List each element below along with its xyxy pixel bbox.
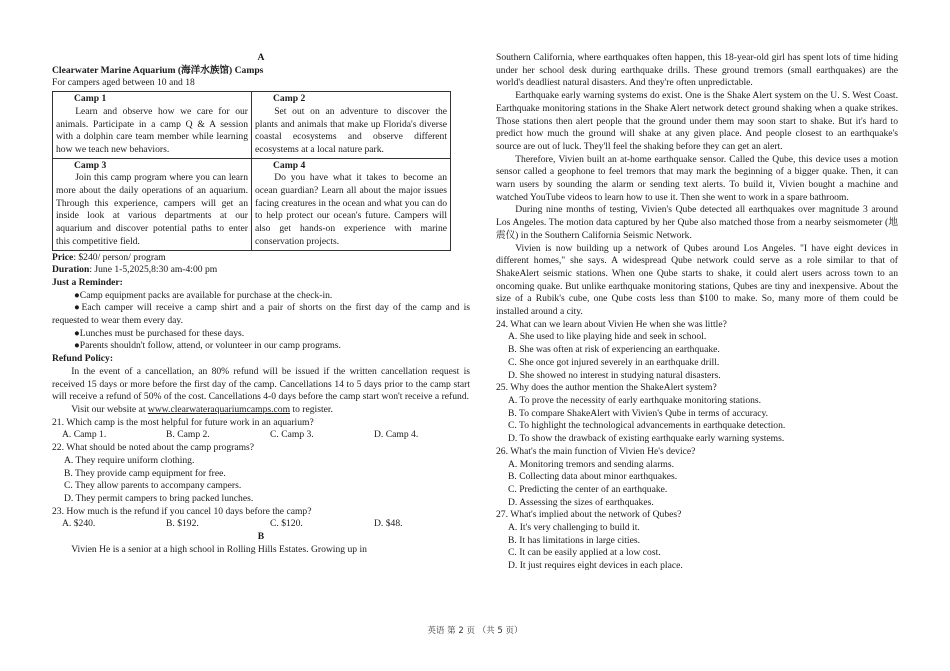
reminder-title: Just a Reminder: xyxy=(52,276,123,288)
duration-label: Duration xyxy=(52,264,90,276)
option[interactable]: D. She showed no interest in studying natural disasters. xyxy=(508,369,721,381)
camp-name: Camp 4 xyxy=(273,159,306,171)
passage-b-paragraph: Southern California, where earthquakes often happen, this 18-year-old girl has spent lots of time hiding under her school desk during earthquake drills. These ground tremors (small earthquakes) are the world's deadliest natural disasters. And they're often unpredictable. xyxy=(496,52,898,89)
visit-prefix: Visit our website at xyxy=(71,403,148,415)
question-22: 22. What should be noted about the camp programs? xyxy=(52,442,255,454)
question-23: 23. How much is the refund if you cancel 10 days before the camp? xyxy=(52,505,312,517)
passage-b-intro: Vivien He is a senior at a high school in Rolling Hills Estates. Growing up in xyxy=(71,543,367,555)
option[interactable]: A. $240. xyxy=(62,518,96,530)
option[interactable]: B. She was often at risk of experiencing an earthquake. xyxy=(508,344,720,356)
option[interactable]: B. Camp 2. xyxy=(166,429,210,441)
option[interactable]: A. To prove the necessity of early earthquake monitoring stations. xyxy=(508,394,762,406)
option[interactable]: D. To show the drawback of existing earthquake early warning systems. xyxy=(508,433,785,445)
option[interactable]: C. They allow parents to accompany campers. xyxy=(64,480,242,492)
reminder-item: ●Parents shouldn't follow, attend, or volunteer in our camp programs. xyxy=(74,340,341,352)
page-footer: 英语 第 2 页 （共 5 页） xyxy=(427,626,523,636)
question-27: 27. What's implied about the network of Qubes? xyxy=(496,509,682,521)
option[interactable]: D. Camp 4. xyxy=(374,429,419,441)
camp-cell xyxy=(53,92,252,159)
duration-value: : June 1-5,2025,8:30 am-4:00 pm xyxy=(89,264,218,276)
passage-b-paragraph: During nine months of testing, Vivien's Qube detected all earthquakes over magnitude 3 around Los Angeles. The motion data captured by her Qube also matched those from a nearby seismometer (地震仪) in the Southern California Seismic Network. xyxy=(496,204,898,241)
price-label: Price xyxy=(52,251,74,263)
visit-suffix: to register. xyxy=(290,403,333,415)
refund-text: In the event of a cancellation, an 80% refund will be issued if the written cancellation request is received 15 days or more before the first day of the camp. Cancellations 14 to 5 days prior to the camp start will receive a refund of 50% of the cost. Cancellations 4-0 days before the camp start won't receive a refund. xyxy=(52,365,470,403)
option[interactable]: B. Collecting data about minor earthquakes. xyxy=(508,471,678,483)
reminder-item: ●Lunches must be purchased for these days. xyxy=(74,327,245,339)
camp-description: Set out on an adventure to discover the plants and animals that make up Florida's diverse coastal ecosystems and observe different ecosystems at a local nature park. xyxy=(255,105,447,155)
option[interactable]: A. Camp 1. xyxy=(62,429,107,441)
price-value: : $240/ person/ program xyxy=(73,251,166,263)
option[interactable]: B. It has limitations in large cities. xyxy=(508,534,640,546)
passage-b-paragraph: Earthquake early warning systems do exist. One is the Shake Alert system on the U. S. West Coast. Earthquake monitoring stations in the Shake Alert network detect ground shaking when a quake strikes. Those stations then alert people that the ground under them may soon start to shake. But it's hard to predict how much the ground will shake at any given place. And people closest to an earthquake's source are out of luck. They'll feel the shaking before they can get an alert. xyxy=(496,90,898,152)
right-column xyxy=(496,52,898,573)
option[interactable]: A. Monitoring tremors and sending alarms. xyxy=(508,458,674,470)
reminder-item: ●Each camper will receive a camp shirt and a pair of shorts on the first day of the camp and is requested to wear them every day. xyxy=(52,302,470,327)
camps-table xyxy=(52,91,451,250)
camp-cell xyxy=(252,158,451,250)
question-24: 24. What can we learn about Vivien He when she was little? xyxy=(496,318,727,330)
option[interactable]: B. To compare ShakeAlert with Vivien's Qube in terms of accuracy. xyxy=(508,407,769,419)
refund-title: Refund Policy: xyxy=(52,353,114,365)
visit-line xyxy=(52,404,470,417)
camp-cell xyxy=(252,92,451,159)
camp-description: Do you have what it takes to become an ocean guardian? Learn all about the major issues facing creatures in the ocean and what you can do to help protect our ocean's future. Campers will also get hands-on experience with marine conservation projects. xyxy=(255,172,447,247)
option[interactable]: A. She used to like playing hide and seek in school. xyxy=(508,331,707,343)
passage-a-subtitle: For campers aged between 10 and 18 xyxy=(52,77,195,89)
passage-a-title: Clearwater Marine Aquarium (海洋水族馆) Camps xyxy=(52,64,264,76)
option[interactable]: A. It's very challenging to build it. xyxy=(508,522,640,534)
option[interactable]: C. She once got injured severely in an earthquake drill. xyxy=(508,356,720,368)
question-23-options xyxy=(52,518,470,531)
passage-b-paragraph: Vivien is now building up a network of Qubes around Los Angeles. "I have eight devices in different homes," she says. A widespread Qube network could serve as a role similar to that of ShakeAlert seismic stations. When one Qube starts to shake, it could alert users across town to an oncoming quake. But unlike earthquake monitoring stations, Qubes are tiny and inexpensive. About the size of a Rubik's cube, one Qube costs less than $100 to make. So, many more of them could be installed around a city. xyxy=(496,242,898,318)
passage-b-paragraph: Therefore, Vivien built an at-home earthquake sensor. Called the Qube, this device uses a motion sensor called a geophone to feel tremors that may mark the beginning of a bigger quake. Then, it can warn users by sounding the alarm or sending text alerts. To build it, Vivien bought a machine and watched YouTube videos to learn how to use it. Then she went to work in a spare bathroom. xyxy=(496,153,898,203)
duration-line xyxy=(52,264,470,277)
option[interactable]: B. They provide camp equipment for free. xyxy=(64,467,226,479)
camp-name: Camp 2 xyxy=(273,93,306,105)
camp-name: Camp 1 xyxy=(74,93,107,105)
price-line xyxy=(52,252,470,265)
option[interactable]: D. Assessing the sizes of earthquakes. xyxy=(508,496,654,508)
reminder-item: ●Camp equipment packs are available for purchase at the check-in. xyxy=(74,289,333,301)
question-26: 26. What's the main function of Vivien He's device? xyxy=(496,445,696,457)
left-column xyxy=(52,52,470,556)
option[interactable]: C. It can be easily applied at a low cost. xyxy=(508,547,661,559)
camp-description: Learn and observe how we care for our animals. Participate in a camp Q & A session with a dolphin care team member while learning how we teach new behaviors. xyxy=(56,105,248,155)
option[interactable]: B. $192. xyxy=(166,518,199,530)
option[interactable]: D. $48. xyxy=(374,518,403,530)
question-21-options xyxy=(52,429,470,442)
option[interactable]: D. They permit campers to bring packed lunches. xyxy=(64,492,254,504)
option[interactable]: A. They require uniform clothing. xyxy=(64,454,195,466)
question-25: 25. Why does the author mention the ShakeAlert system? xyxy=(496,382,717,394)
camp-description: Join this camp program where you can learn more about the daily operations of an aquarium. Through this experience, campers will get an inside look at various departments at our aquarium and discover potential paths to enter this competitive field. xyxy=(56,172,248,247)
option[interactable]: C. $120. xyxy=(270,518,303,530)
section-a-label: A xyxy=(257,52,265,63)
option[interactable]: C. To highlight the technological advancements in earthquake detection. xyxy=(508,420,786,432)
camp-name: Camp 3 xyxy=(74,159,107,171)
website-link[interactable]: www.clearwateraquariumcamps.com xyxy=(147,403,291,415)
option[interactable]: C. Predicting the center of an earthquake. xyxy=(508,483,668,495)
section-b-label: B xyxy=(257,531,265,543)
option[interactable]: C. Camp 3. xyxy=(270,429,314,441)
camp-cell xyxy=(53,158,252,250)
question-21: 21. Which camp is the most helpful for future work in an aquarium? xyxy=(52,416,314,428)
option[interactable]: D. It just requires eight devices in each place. xyxy=(508,560,683,572)
